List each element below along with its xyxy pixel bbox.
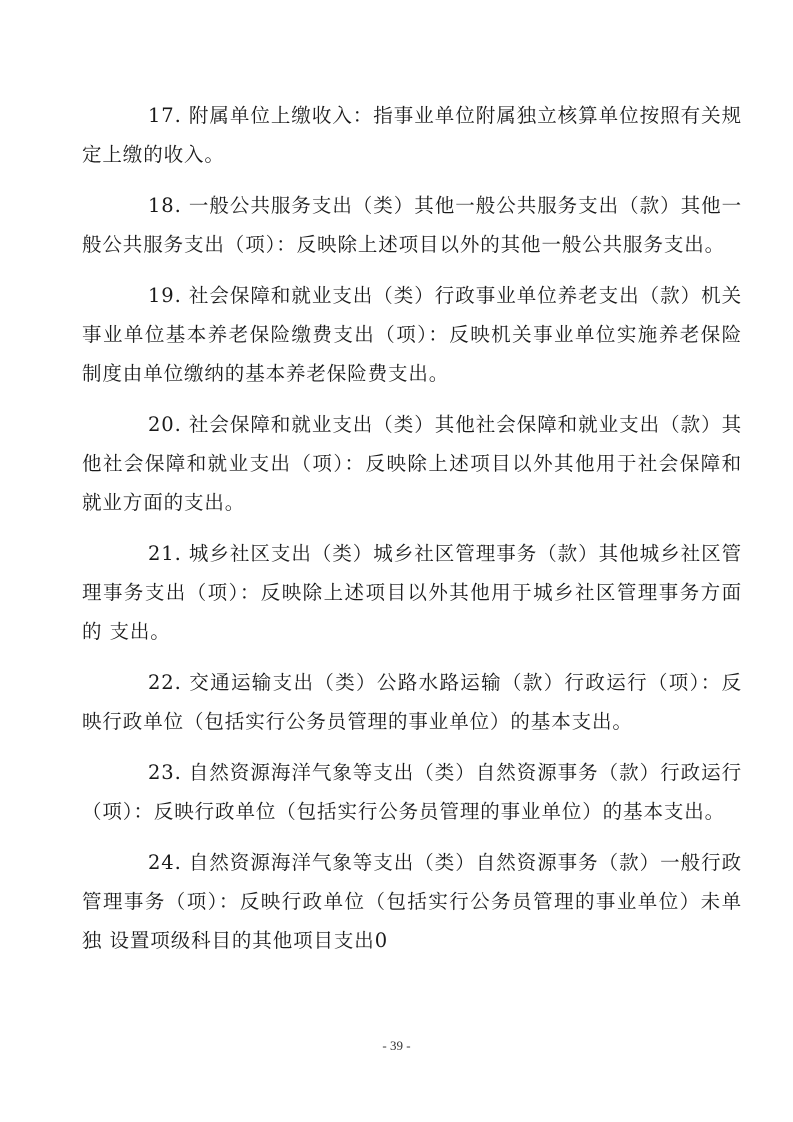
paragraph-24: 24. 自然资源海洋气象等支出（类）自然资源事务（款）一般行政管理事务（项）：反映行政单位（包括实行公务员管理的事业单位）未单独 设置项级科目的其他项目支出0 bbox=[82, 851, 742, 952]
paragraph-17: 17. 附属单位上缴收入：指事业单位附属独立核算单位按照有关规定上缴的收入。 bbox=[82, 104, 742, 166]
paragraph-20: 20. 社会保障和就业支出（类）其他社会保障和就业支出（款）其他社会保障和就业支出（项）：反映除上述项目以外其他用于社会保障和就业方面的支出。 bbox=[82, 413, 742, 514]
paragraph-22: 22. 交通运输支出（类）公路水路运输（款）行政运行（项）：反映行政单位（包括实行公务员管理的事业单位）的基本支出。 bbox=[82, 671, 742, 733]
paragraph-23: 23. 自然资源海洋气象等支出（类）自然资源事务（款）行政运行（项）：反映行政单位（包括实行公务员管理的事业单位）的基本支出。 bbox=[82, 761, 742, 823]
paragraph-19: 19. 社会保障和就业支出（类）行政事业单位养老支出（款）机关事业单位基本养老保险缴费支出（项）：反映机关事业单位实施养老保险制度由单位缴纳的基本养老保险费支出。 bbox=[82, 284, 742, 385]
paragraph-21: 21. 城乡社区支出（类）城乡社区管理事务（款）其他城乡社区管理事务支出（项）：反映除上述项目以外其他用于城乡社区管理事务方面的 支出。 bbox=[82, 542, 742, 643]
document-body bbox=[82, 96, 742, 972]
page-number: - 39 - bbox=[382, 1038, 411, 1053]
paragraph-18: 18. 一般公共服务支出（类）其他一般公共服务支出（款）其他一般公共服务支出（项）：反映除上述项目以外的其他一般公共服务支出。 bbox=[82, 194, 742, 256]
